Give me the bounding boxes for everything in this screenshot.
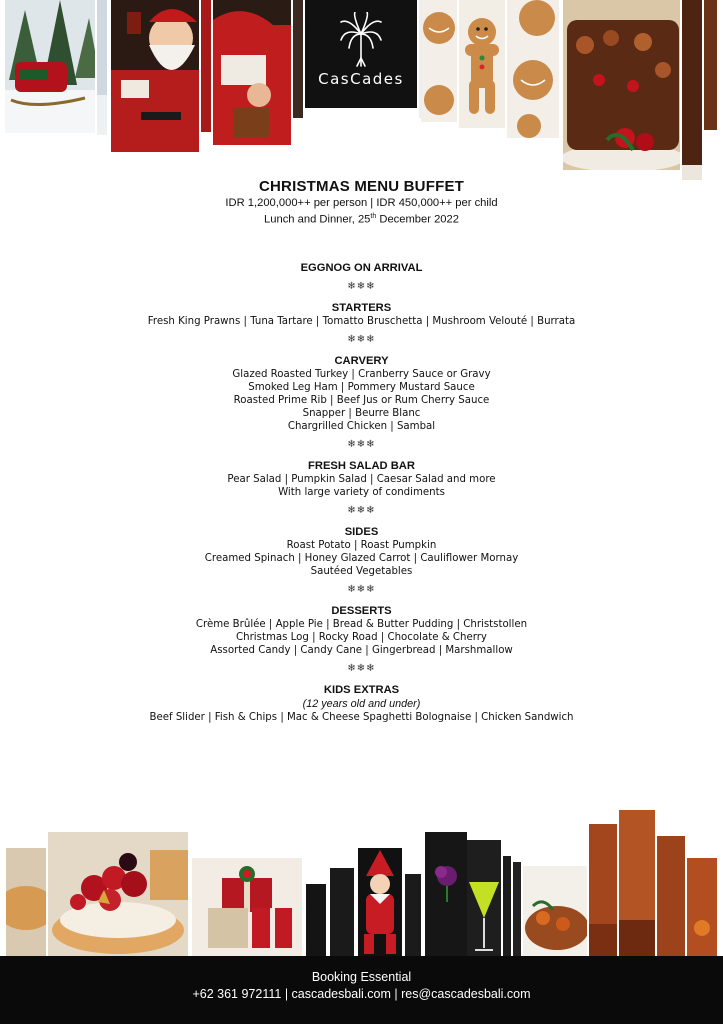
photo-santa-strip xyxy=(201,0,211,132)
section-starters xyxy=(0,301,723,328)
section-carvery xyxy=(0,354,723,433)
brand-name: CasCades xyxy=(318,70,404,88)
photo-gift-boxes xyxy=(192,858,302,956)
photo-cocktail-glass xyxy=(467,840,501,956)
section-kids-extras xyxy=(0,683,723,724)
section-title-sides: SIDES xyxy=(344,525,379,538)
photo-roast-turkey-c xyxy=(657,836,685,956)
snowflake-divider-icon: ❄❄❄ xyxy=(347,583,376,595)
menu-line: Pear Salad | Pumpkin Salad | Caesar Salad and more xyxy=(227,473,496,485)
photo-elf-on-shelf xyxy=(358,848,402,956)
photo-christmas-fruit-cake xyxy=(563,0,680,170)
photo-dark-strip-b xyxy=(330,868,354,956)
photo-gingerbread-cookies-right xyxy=(507,0,559,138)
menu-line: Roasted Prime Rib | Beef Jus or Rum Cherry Sauce xyxy=(233,394,490,406)
photo-santa-claus xyxy=(111,0,199,152)
booking-note: Booking Essential xyxy=(311,970,412,984)
section-title-desserts: DESSERTS xyxy=(331,604,392,617)
photo-dark-strip-e xyxy=(513,862,521,956)
email-link[interactable]: res@cascadesbali.com xyxy=(401,987,531,1001)
menu-line: Assorted Candy | Candy Cane | Gingerbread | Marshmallow xyxy=(210,644,513,656)
snowflake-divider-icon: ❄❄❄ xyxy=(347,438,376,450)
section-title-kids-extras: KIDS EXTRAS xyxy=(323,683,400,696)
menu-line: Christmas Log | Rocky Road | Chocolate & Cherry xyxy=(236,631,487,643)
menu-line: Sautéed Vegetables xyxy=(310,565,413,577)
kids-age-note: (12 years old and under) xyxy=(302,697,421,710)
section-sides xyxy=(0,525,723,578)
section-eggnog xyxy=(0,261,723,275)
section-desserts xyxy=(0,604,723,657)
photo-roast-turkey-a xyxy=(589,824,617,956)
menu-line: Roast Potato | Roast Pumpkin xyxy=(286,539,437,551)
section-title-salad-bar: FRESH SALAD BAR xyxy=(308,459,415,472)
menu-line: Smoked Leg Ham | Pommery Mustard Sauce xyxy=(248,381,475,393)
photo-christmas-trees-sleigh xyxy=(5,0,95,133)
section-salad-bar xyxy=(0,459,723,499)
snowflake-divider-icon: ❄❄❄ xyxy=(347,333,376,345)
section-title-eggnog: EGGNOG ON ARRIVAL xyxy=(300,261,423,274)
photo-snow-strip xyxy=(97,0,107,135)
photo-tart-strip xyxy=(150,850,188,900)
photo-mince-pie-left xyxy=(6,848,46,956)
menu-line: Snapper | Beurre Blanc xyxy=(302,407,421,419)
snowflake-divider-icon: ❄❄❄ xyxy=(347,504,376,516)
snowflake-divider-icon: ❄❄❄ xyxy=(347,662,376,674)
bottom-photo-strip xyxy=(0,810,723,956)
menu-line: Fresh King Prawns | Tuna Tartare | Tomatto Bruschetta | Mushroom Velouté | Burrata xyxy=(147,315,576,327)
snowflake-divider-icon: ❄❄❄ xyxy=(347,280,376,292)
cascades-logo xyxy=(305,0,417,108)
photo-santa-hands xyxy=(213,0,291,145)
photo-roast-turkey-b xyxy=(619,810,655,956)
top-photo-strip xyxy=(0,0,723,185)
section-title-starters: STARTERS xyxy=(331,301,392,314)
menu-line: With large variety of condiments xyxy=(278,486,445,498)
photo-dark-strip-c xyxy=(405,874,421,956)
menu-line: Creamed Spinach | Honey Glazed Carrot | Cauliflower Mornay xyxy=(204,552,519,564)
photo-dark-strip-a xyxy=(306,884,326,956)
menu-date: Lunch and Dinner, 25th December 2022 xyxy=(264,213,459,226)
menu-line: Chargrilled Chicken | Sambal xyxy=(287,420,436,432)
photo-dark-strip xyxy=(293,0,303,118)
menu-line: Crème Brûlée | Apple Pie | Bread & Butter Pudding | Christstollen xyxy=(195,618,528,630)
phone-link[interactable]: +62 361 972111 xyxy=(192,987,282,1001)
menu-price: IDR 1,200,000++ per person | IDR 450,000++ per child xyxy=(225,197,498,209)
palm-tree-icon xyxy=(339,12,383,68)
menu-title: CHRISTMAS MENU BUFFET xyxy=(258,178,465,195)
separator: | xyxy=(281,987,292,1001)
footer xyxy=(0,956,723,1024)
photo-dark-strip-d xyxy=(503,856,511,956)
photo-cake-strip-2 xyxy=(704,0,717,130)
photo-roast-vegetables xyxy=(523,866,587,956)
christmas-menu xyxy=(0,178,723,724)
photo-gingerbread-cookies-left xyxy=(421,0,457,122)
photo-gingerbread-man xyxy=(459,0,505,128)
photo-roast-turkey-d xyxy=(687,858,717,956)
photo-cocktail-orchid xyxy=(425,832,467,956)
photo-cake-strip xyxy=(682,0,702,180)
separator: | xyxy=(390,987,402,1001)
contact-line xyxy=(0,985,723,1003)
website-link[interactable]: cascadesbali.com xyxy=(291,987,391,1001)
menu-line: Glazed Roasted Turkey | Cranberry Sauce or Gravy xyxy=(232,368,491,380)
menu-line: Beef Slider | Fish & Chips | Mac & Cheese Spaghetti Bolognaise | Chicken Sandwich xyxy=(149,711,574,723)
section-title-carvery: CARVERY xyxy=(334,354,389,367)
